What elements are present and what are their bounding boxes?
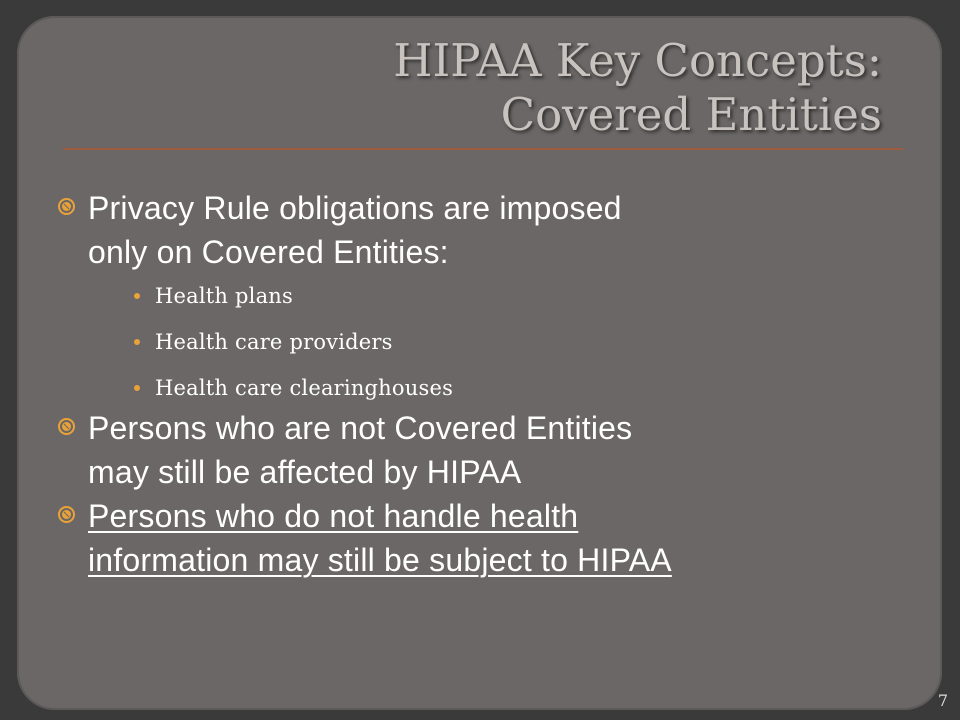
title-divider <box>63 148 903 150</box>
bullet-text-line-2: information may still be subject to HIPAA <box>88 542 672 578</box>
sub-item-health-care-providers <box>88 330 908 354</box>
slide-title-line-2: Covered Entities <box>500 88 882 141</box>
circled-bullet-icon <box>58 418 75 435</box>
bullet-non-covered-entities <box>58 406 908 494</box>
dot-bullet-icon <box>134 385 140 391</box>
sub-item-label: Health care clearinghouses <box>155 376 454 400</box>
dot-bullet-icon <box>134 293 140 299</box>
bullet-text-line-2: may still be affected by HIPAA <box>88 454 522 490</box>
bullet-non-health-information-handlers <box>58 494 908 582</box>
sub-item-label: Health care providers <box>155 330 393 354</box>
bullet-text-line-1: Privacy Rule obligations are imposed <box>88 190 622 226</box>
bullet-text-line-1: Persons who do not handle health <box>88 498 579 534</box>
covered-entities-list <box>88 284 908 400</box>
slide-title <box>182 34 882 142</box>
bullet-text-line-2: only on Covered Entities: <box>88 234 449 270</box>
page-number: 7 <box>937 691 948 710</box>
slide-title-line-1: HIPAA Key Concepts: <box>393 34 882 87</box>
sub-item-health-plans <box>88 284 908 308</box>
circled-bullet-icon <box>58 198 75 215</box>
bullet-privacy-rule <box>58 186 908 400</box>
bullet-text-line-1: Persons who are not Covered Entities <box>88 410 633 446</box>
dot-bullet-icon <box>134 339 140 345</box>
slide-content <box>58 186 908 582</box>
sub-item-label: Health plans <box>155 284 293 308</box>
sub-item-health-care-clearinghouses <box>88 376 908 400</box>
circled-bullet-icon <box>58 506 75 523</box>
